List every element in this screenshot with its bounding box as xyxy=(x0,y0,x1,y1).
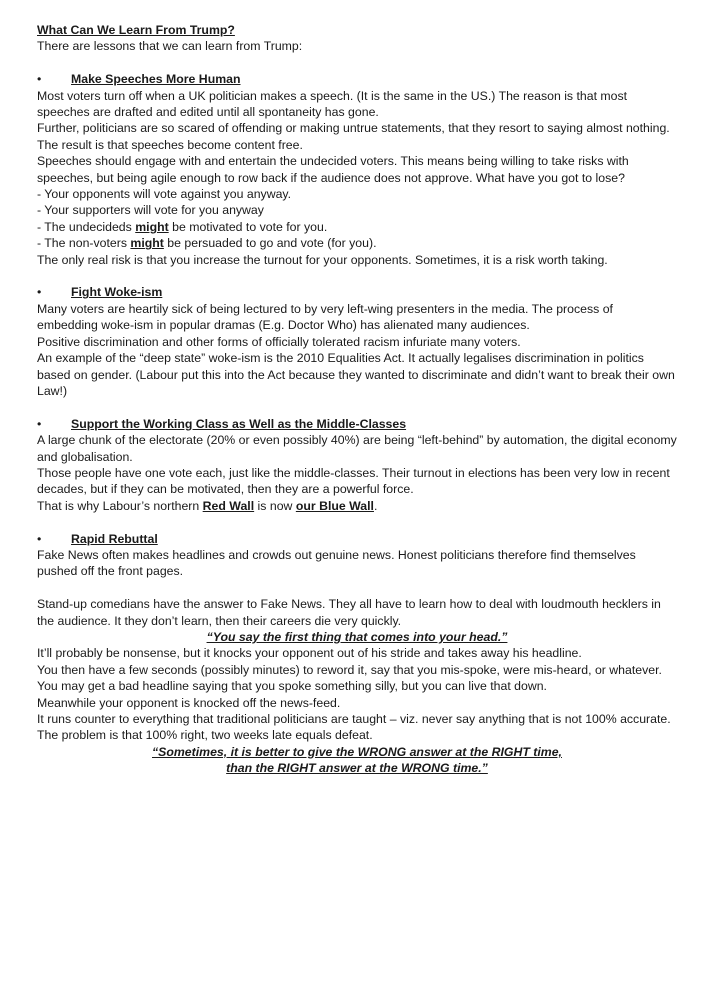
list-item: - Your supporters will vote for you anyway xyxy=(37,203,264,218)
bullet-icon: • xyxy=(37,416,42,431)
paragraph-text: . xyxy=(373,498,378,513)
bullet-icon: • xyxy=(37,72,42,87)
spacer xyxy=(37,580,677,596)
paragraph-text: is now xyxy=(254,498,296,513)
paragraph: You may get a bad headline saying that you spoke something silly, but you can live that down. xyxy=(37,679,547,694)
section-heading-text: Fight Woke-ism xyxy=(71,285,163,300)
paragraph xyxy=(37,498,677,514)
list-item: - Your opponents will vote against you anyway. xyxy=(37,187,292,202)
spacer xyxy=(37,399,677,415)
paragraph: It’ll probably be nonsense, but it knocks your opponent out of his stride and takes away his headline. xyxy=(37,646,582,661)
paragraph: The result is that speeches become content free. xyxy=(37,137,303,152)
paragraph: Speeches should engage with and entertain the undecided voters. This means being willing to take risks with speeches, but being agile enough to row back if the audience does not approve. What have you got to lose? xyxy=(37,154,629,185)
list-item xyxy=(37,235,677,251)
list-item-text: be motivated to vote for you. xyxy=(168,219,328,234)
emphasis-might: might xyxy=(135,219,169,234)
paragraph: Stand-up comedians have the answer to Fake News. They all have to learn how to deal with loudmouth hecklers in the audience. It they don’t learn, then their careers die very quickly. xyxy=(37,597,661,628)
section-heading-rebuttal xyxy=(37,531,677,547)
paragraph: You then have a few seconds (possibly minutes) to reword it, say that you mis-spoke, were mis-heard, or whatever. xyxy=(37,662,662,677)
section-heading-speeches xyxy=(37,71,677,87)
list-item-text: - The non-voters xyxy=(37,236,131,251)
paragraph: Fake News often makes headlines and crowds out genuine news. Honest politicians therefore find themselves pushed off the front pages. xyxy=(37,547,636,579)
paragraph-text: That is why Labour’s northern xyxy=(37,498,203,513)
paragraph: The only real risk is that you increase the turnout for your opponents. Sometimes, it is a risk worth taking. xyxy=(37,252,608,267)
section-heading-working-class xyxy=(37,416,677,432)
paragraph: Many voters are heartily sick of being lectured to by very left-wing presenters in the media. The process of embedding woke-ism in popular dramas (E.g. Doctor Who) has alienated many audiences. xyxy=(37,301,613,333)
emphasis-red-wall: Red Wall xyxy=(202,498,255,513)
list-item-text: be persuaded to go and vote (for you). xyxy=(163,236,377,251)
quote-wrong-answer-line2: than the RIGHT answer at the WRONG time.” xyxy=(226,761,488,776)
document-title: What Can We Learn From Trump? xyxy=(37,23,235,37)
emphasis-blue-wall: our Blue Wall xyxy=(295,498,374,513)
paragraph: It runs counter to everything that traditional politicians are taught – viz. never say anything that is not 100% accurate. The problem is that 100% right, two weeks late equals defeat. xyxy=(37,711,671,743)
section-heading-text: Rapid Rebuttal xyxy=(71,531,158,546)
paragraph: Further, politicians are so scared of offending or making untrue statements, that they resort to saying almost nothing. xyxy=(37,121,670,136)
paragraph: An example of the “deep state” woke-ism is the 2010 Equalities Act. It actually legalises discrimination in politics based on gender. (Labour put this into the Act because they wanted to discriminate and didn’t want to break their own Law!) xyxy=(37,351,675,398)
list-item xyxy=(37,219,677,235)
spacer xyxy=(37,268,677,284)
bullet-icon: • xyxy=(37,285,42,300)
spacer xyxy=(37,514,677,530)
intro-text: There are lessons that we can learn from Trump: xyxy=(37,39,303,54)
bullet-icon: • xyxy=(37,531,42,546)
section-heading-text: Make Speeches More Human xyxy=(71,72,241,87)
paragraph: Those people have one vote each, just like the middle-classes. Their turnout in elections has been very low in recent decades, but if they can be motivated, then they are a powerful force. xyxy=(37,465,670,497)
document-page xyxy=(37,22,677,777)
emphasis-might: might xyxy=(130,236,164,251)
section-heading-text: Support the Working Class as Well as the Middle-Classes xyxy=(71,416,407,431)
quote-wrong-answer-line1: “Sometimes, it is better to give the WRONG answer at the RIGHT time, xyxy=(152,744,562,759)
quote-first-thing: “You say the first thing that comes into your head.” xyxy=(206,629,508,644)
section-heading-woke xyxy=(37,284,677,300)
paragraph: A large chunk of the electorate (20% or even possibly 40%) are being “left-behind” by automation, the digital economy and globalisation. xyxy=(37,433,677,464)
paragraph: Most voters turn off when a UK politician makes a speech. (It is the same in the US.) The reason is that most speeches are drafted and edited until all spontaneity has gone. xyxy=(37,88,628,120)
spacer xyxy=(37,55,677,71)
list-item-text: - The undecideds xyxy=(37,219,136,234)
paragraph: Meanwhile your opponent is knocked off the news-feed. xyxy=(37,695,341,710)
paragraph: Positive discrimination and other forms of officially tolerated racism infuriate many voters. xyxy=(37,334,521,349)
